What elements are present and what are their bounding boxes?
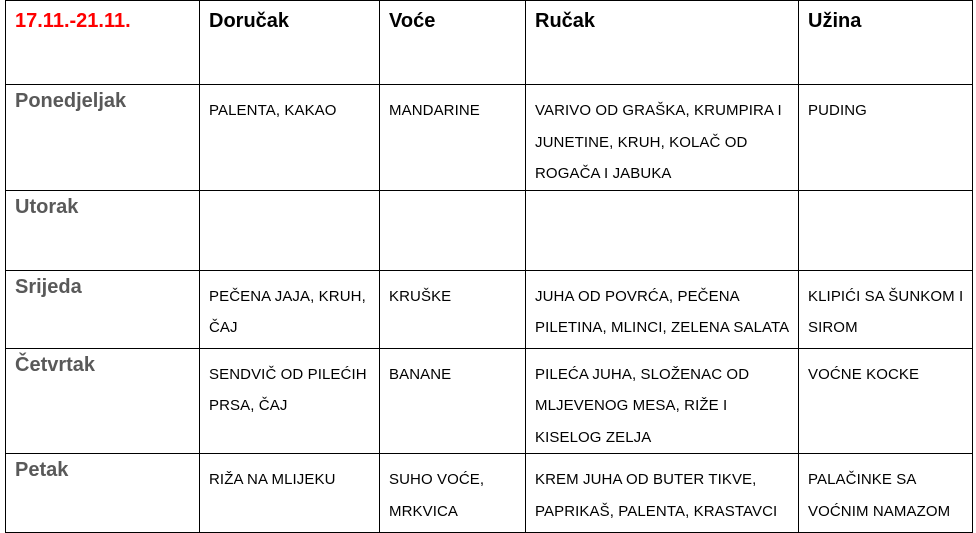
day-label: Četvrtak — [6, 348, 200, 454]
day-label: Ponedjeljak — [6, 85, 200, 191]
day-label: Petak — [6, 454, 200, 533]
fruit-cell: SUHO VOĆE, MRKVICA — [380, 454, 526, 533]
breakfast-cell: SENDVIČ OD PILEĆIH PRSA, ČAJ — [200, 348, 380, 454]
table-row-tuesday — [6, 190, 973, 270]
day-label: Utorak — [6, 190, 200, 270]
fruit-cell: BANANE — [380, 348, 526, 454]
column-header-snack: Užina — [799, 1, 973, 85]
snack-cell: KLIPIĆI SA ŠUNKOM I SIROM — [799, 270, 973, 348]
lunch-cell — [526, 190, 799, 270]
snack-cell: PUDING — [799, 85, 973, 191]
breakfast-cell — [200, 190, 380, 270]
table-row-wednesday — [6, 270, 973, 348]
weekly-menu-table — [5, 0, 973, 533]
lunch-cell: VARIVO OD GRAŠKA, KRUMPIRA I JUNETINE, KRUH, KOLAČ OD ROGAČA I JABUKA — [526, 85, 799, 191]
snack-cell: VOĆNE KOCKE — [799, 348, 973, 454]
lunch-cell: JUHA OD POVRĆA, PEČENA PILETINA, MLINCI, ZELENA SALATA — [526, 270, 799, 348]
table-row-thursday — [6, 348, 973, 454]
date-range-heading: 17.11.-21.11. — [6, 1, 200, 85]
snack-cell: PALAČINKE SA VOĆNIM NAMAZOM — [799, 454, 973, 533]
breakfast-cell: PEČENA JAJA, KRUH, ČAJ — [200, 270, 380, 348]
column-header-lunch: Ručak — [526, 1, 799, 85]
breakfast-cell: PALENTA, KAKAO — [200, 85, 380, 191]
fruit-cell — [380, 190, 526, 270]
fruit-cell: MANDARINE — [380, 85, 526, 191]
fruit-cell: KRUŠKE — [380, 270, 526, 348]
day-label: Srijeda — [6, 270, 200, 348]
lunch-cell: PILEĆA JUHA, SLOŽENAC OD MLJEVENOG MESA, RIŽE I KISELOG ZELJA — [526, 348, 799, 454]
column-header-fruit: Voće — [380, 1, 526, 85]
table-header-row — [6, 1, 973, 85]
lunch-cell: KREM JUHA OD BUTER TIKVE, PAPRIKAŠ, PALENTA, KRASTAVCI — [526, 454, 799, 533]
table-row-friday — [6, 454, 973, 533]
table-row-monday — [6, 85, 973, 191]
breakfast-cell: RIŽA NA MLIJEKU — [200, 454, 380, 533]
column-header-breakfast: Doručak — [200, 1, 380, 85]
snack-cell — [799, 190, 973, 270]
